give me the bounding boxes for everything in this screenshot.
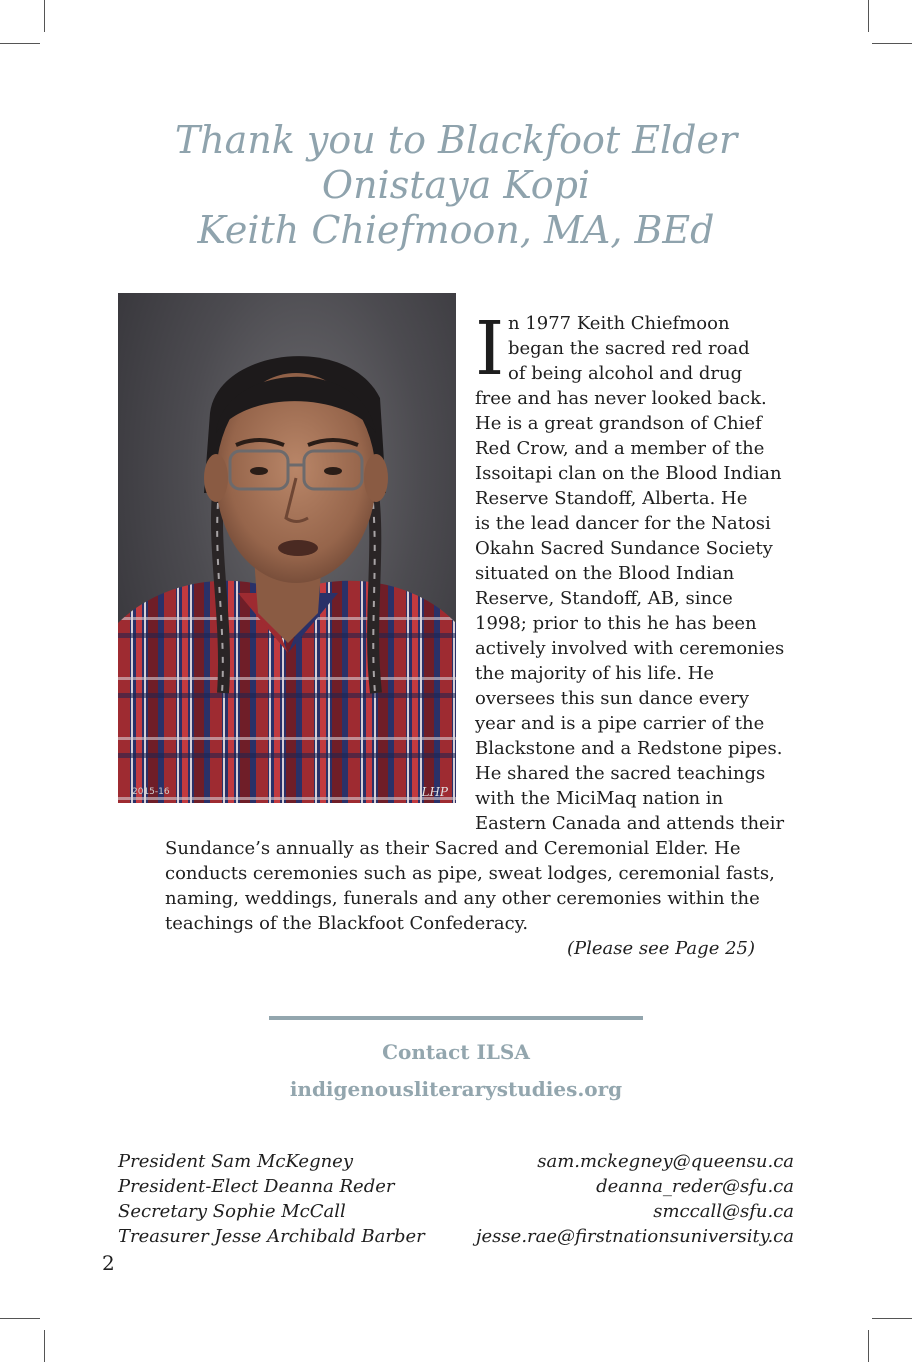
page-number: 2 xyxy=(102,1251,115,1275)
bio-line: conducts ceremonies such as pipe, sweat lodges, ceremonial fasts, xyxy=(165,863,775,884)
officer-email-link[interactable]: deanna_reder@sfu.ca xyxy=(596,1176,794,1197)
bio-line: teachings of the Blackfoot Confederacy. xyxy=(165,913,529,934)
bio-line: Reserve Standoff, Alberta. He xyxy=(475,488,748,509)
crop-mark xyxy=(872,43,912,44)
officer-name: President-Elect Deanna Reder xyxy=(118,1176,395,1197)
officer-row xyxy=(118,1224,794,1249)
officer-row xyxy=(118,1174,794,1199)
officer-email-link[interactable]: smccall@sfu.ca xyxy=(653,1201,794,1222)
officer-name: Treasurer Jesse Archibald Barber xyxy=(118,1226,425,1247)
crop-mark xyxy=(0,1318,40,1319)
elder-portrait-photo xyxy=(118,293,456,803)
bio-line: the majority of his life. He xyxy=(475,663,715,684)
bio-line: Reserve, Standoff, AB, since xyxy=(475,588,733,609)
section-divider xyxy=(269,1016,643,1020)
crop-mark xyxy=(868,1330,869,1362)
bio-line: situated on the Blood Indian xyxy=(475,563,735,584)
bio-line: Issoitapi clan on the Blood Indian xyxy=(475,463,782,484)
officer-name: Secretary Sophie McCall xyxy=(118,1201,346,1222)
drop-cap: I xyxy=(475,306,505,392)
crop-mark xyxy=(872,1318,912,1319)
bio-line: Eastern Canada and attends their xyxy=(475,813,785,834)
photographer-signature: LHP xyxy=(421,785,448,799)
continued-note: (Please see Page 25) xyxy=(566,938,755,959)
title-line: Keith Chiefmoon, MA, BEd xyxy=(197,208,715,252)
crop-mark xyxy=(44,0,45,32)
bio-line: year and is a pipe carrier of the xyxy=(475,713,765,734)
title-line: Onistaya Kopi xyxy=(321,163,591,207)
officer-name: President Sam McKegney xyxy=(118,1151,354,1172)
bio-line: n 1977 Keith Chiefmoon xyxy=(508,313,730,334)
crop-mark xyxy=(0,43,40,44)
portrait-illustration xyxy=(118,293,456,803)
bio-line: began the sacred red road xyxy=(508,338,750,359)
bio-line: with the MiciMaq nation in xyxy=(475,788,724,809)
bio-line: of being alcohol and drug xyxy=(508,363,743,384)
photo-year-stamp: 2015-16 xyxy=(132,787,170,797)
bio-line: is the lead dancer for the Natosi xyxy=(475,513,771,534)
officer-row xyxy=(118,1149,794,1174)
bio-right-column xyxy=(475,306,785,836)
crop-mark xyxy=(868,0,869,32)
title-line: Thank you to Blackfoot Elder xyxy=(174,118,738,162)
bio-line: oversees this sun dance every xyxy=(475,688,749,709)
officer-email-link[interactable]: jesse.rae@firstnationsuniversity.ca xyxy=(475,1226,794,1247)
bio-line: He shared the sacred teachings xyxy=(475,763,766,784)
bio-line: Sundance’s annually as their Sacred and Ceremonial Elder. He xyxy=(165,838,741,859)
bio-line: Blackstone and a Redstone pipes. xyxy=(475,738,783,759)
bio-line: free and has never looked back. xyxy=(475,388,767,409)
crop-mark xyxy=(44,1330,45,1362)
bio-line: He is a great grandson of Chief xyxy=(475,413,762,434)
officer-row xyxy=(118,1199,794,1224)
officer-email-link[interactable]: sam.mckegney@queensu.ca xyxy=(537,1151,794,1172)
bio-bottom-paragraph xyxy=(165,836,775,936)
bio-line: naming, weddings, funerals and any other ceremonies within the xyxy=(165,888,760,909)
officers-list xyxy=(118,1149,794,1249)
contact-heading: Contact ILSA xyxy=(382,1040,530,1064)
bio-line: actively involved with ceremonies xyxy=(475,638,785,659)
bio-line: Okahn Sacred Sundance Society xyxy=(475,538,773,559)
bio-line: 1998; prior to this he has been xyxy=(475,613,757,634)
page-title xyxy=(0,118,912,253)
bio-line: Red Crow, and a member of the xyxy=(475,438,765,459)
contact-website-link[interactable]: indigenousliterarystudies.org xyxy=(289,1077,623,1101)
